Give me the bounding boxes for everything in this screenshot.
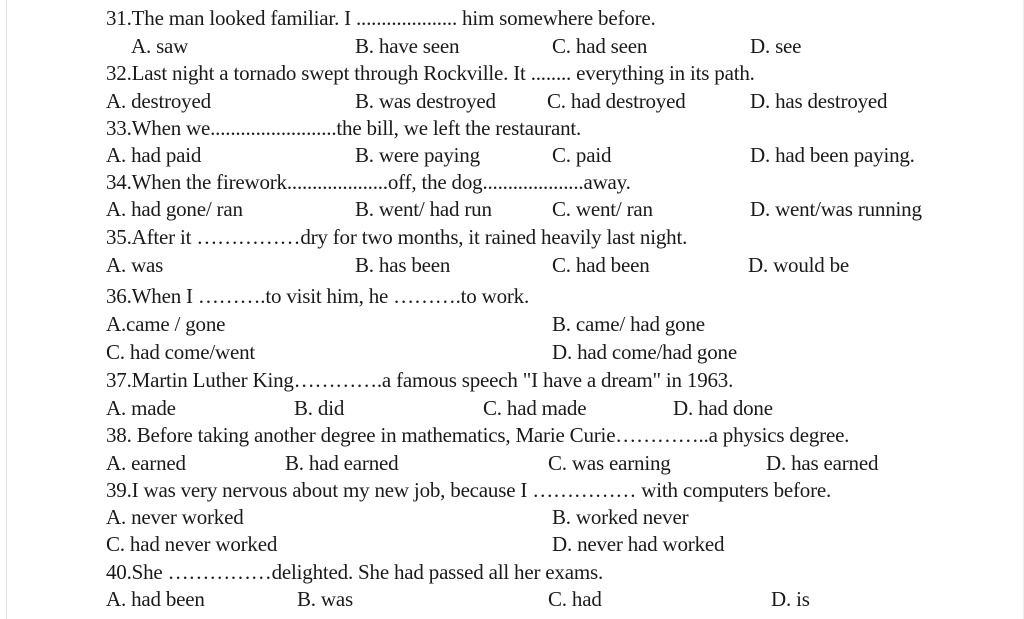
question-37-option-b: B. did [294,396,345,420]
question-40-stem: 40.She ……………delighted. She had passed all her exams. [106,560,604,584]
question-32-option-c: C. had destroyed [547,89,686,113]
question-35-option-a: A. was [106,253,164,277]
question-37-stem: 37.Martin Luther King………….a famous speech "I have a dream" in 1963. [106,368,734,392]
question-37-option-c: C. had made [483,396,587,420]
question-39-option-a: A. never worked [106,505,244,529]
question-36-stem: 36.When I ……….to visit him, he ……….to work. [106,284,530,308]
question-40-option-c: C. had [548,587,602,611]
question-36-option-a: A.came / gone [106,312,226,336]
question-38-option-b: B. had earned [285,451,399,475]
question-31-option-a: A. saw [131,34,189,58]
question-39-option-d: D. never had worked [552,532,725,556]
question-32-option-b: B. was destroyed [355,89,496,113]
question-33-stem: 33.When we.........................the bill, we left the restaurant. [106,116,582,140]
question-40-option-a: A. had been [106,587,205,611]
question-33-option-d: D. had been paying. [750,143,915,167]
question-38-option-c: C. was earning [548,451,671,475]
question-31-option-d: D. see [750,34,802,58]
question-31-option-b: B. have seen [355,34,460,58]
question-33-option-b: B. were paying [355,143,480,167]
question-36-option-d: D. had come/had gone [552,340,737,364]
question-34-stem: 34.When the firework....................off, the dog....................away. [106,170,631,194]
question-36-option-c: C. had come/went [106,340,256,364]
question-35-option-c: C. had been [552,253,650,277]
question-33-option-c: C. paid [552,143,612,167]
question-40-option-d: D. is [771,587,810,611]
question-39-option-c: C. had never worked [106,532,278,556]
question-38-option-a: A. earned [106,451,186,475]
question-38-stem: 38. Before taking another degree in mathematics, Marie Curie…………..a physics degree. [106,423,850,447]
question-32-option-d: D. has destroyed [750,89,888,113]
question-37-option-d: D. had done [673,396,773,420]
question-32-stem: 32.Last night a tornado swept through Rockville. It ........ everything in its path. [106,61,755,85]
question-36-option-b: B. came/ had gone [552,312,705,336]
question-35-stem: 35.After it ……………dry for two months, it rained heavily last night. [106,225,688,249]
question-40-option-b: B. was [297,587,353,611]
question-37-option-a: A. made [106,396,176,420]
question-34-option-c: C. went/ ran [552,197,653,221]
question-33-option-a: A. had paid [106,143,202,167]
question-38-option-d: D. has earned [766,451,879,475]
question-35-option-d: D. would be [748,253,850,277]
question-31-stem: 31.The man looked familiar. I .................... him somewhere before. [106,6,656,30]
question-32-option-a: A. destroyed [106,89,211,113]
question-34-option-d: D. went/was running [750,197,922,221]
question-31-option-c: C. had seen [552,34,648,58]
question-34-option-b: B. went/ had run [355,197,492,221]
question-35-option-b: B. has been [355,253,451,277]
question-39-stem: 39.I was very nervous about my new job, because I …………… with computers before. [106,478,832,502]
question-34-option-a: A. had gone/ ran [106,197,243,221]
question-39-option-b: B. worked never [552,505,689,529]
page-left-border [6,0,7,619]
